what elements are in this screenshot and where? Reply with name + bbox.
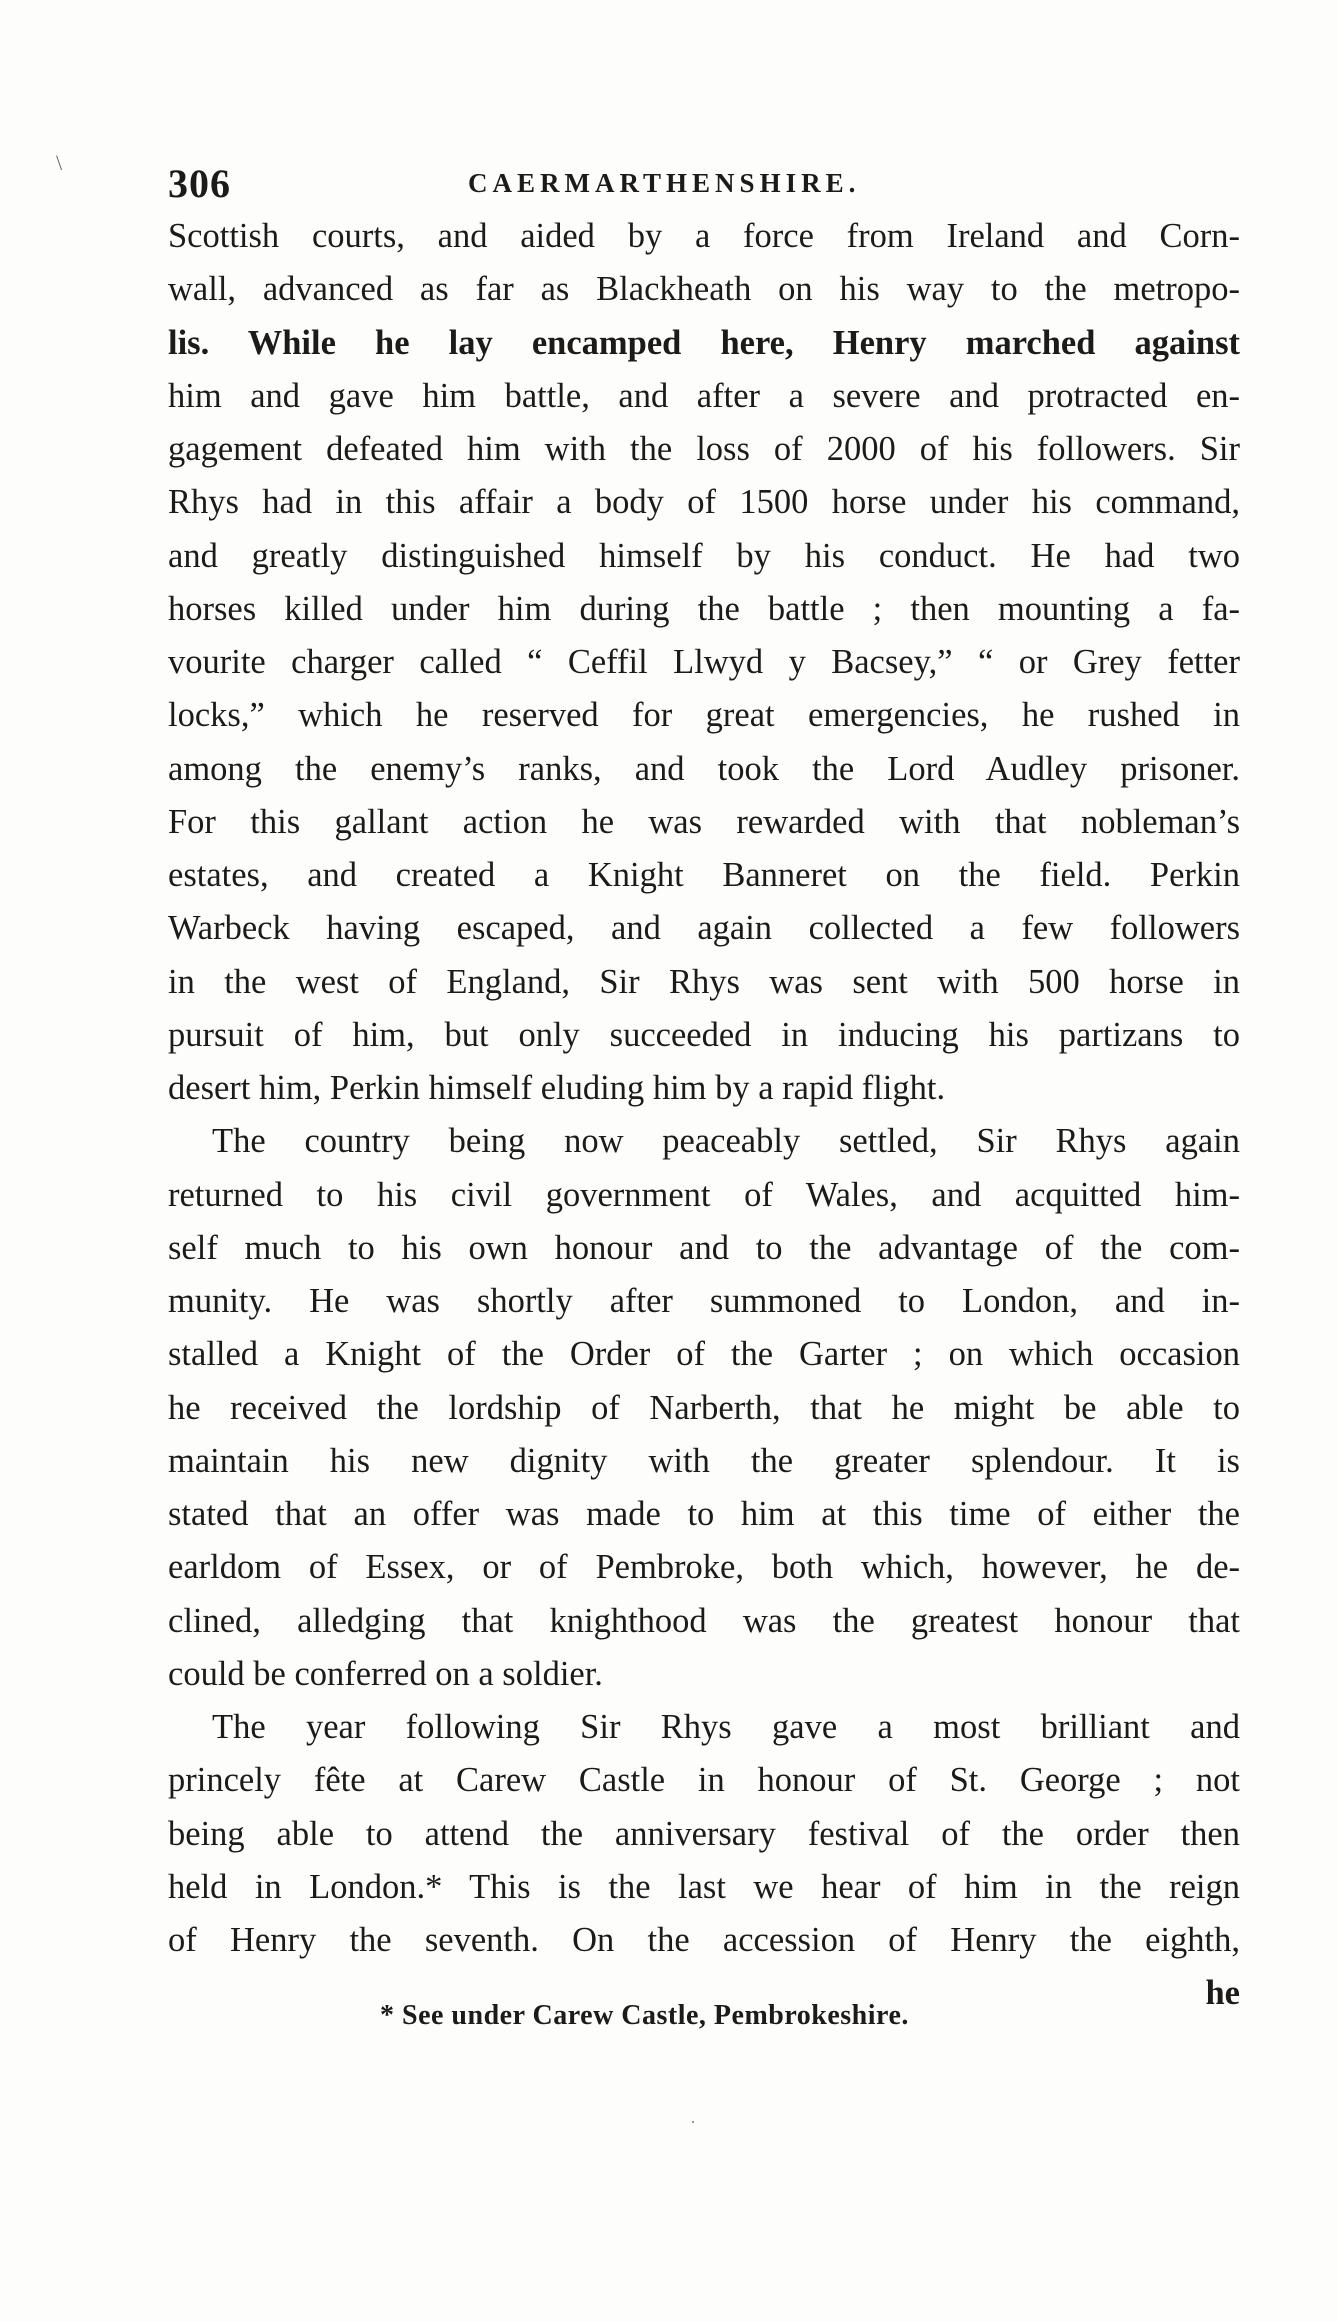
text-line: desert him, Perkin himself eluding him by a rapid flight.	[168, 1069, 946, 1107]
text-line: being able to attend the anniversary festival of the order then	[168, 1814, 1240, 1853]
text-line: in the west of England, Sir Rhys was sent with 500 horse in	[168, 962, 1240, 1001]
text-line: held in London.* This is the last we hear of him in the reign	[168, 1867, 1240, 1906]
text-line: The year following Sir Rhys gave a most brilliant and	[212, 1708, 1240, 1746]
text-line: maintain his new dignity with the greater splendour. It is	[168, 1441, 1240, 1480]
text-line: Scottish courts, and aided by a force from Ireland and Corn-	[168, 217, 1240, 255]
text-line: stated that an offer was made to him at this time of either the	[168, 1495, 1240, 1533]
text-line: Rhys had in this affair a body of 1500 horse under his command,	[168, 483, 1240, 522]
page-number: 306	[168, 161, 231, 206]
text-line: estates, and created a Knight Banneret on the field. Perkin	[168, 856, 1240, 894]
text-line: could be conferred on a soldier.	[168, 1654, 603, 1693]
text-line: and greatly distinguished himself by his conduct. He had two	[168, 536, 1240, 575]
stray-mark: ·	[690, 2112, 696, 2132]
text-line: him and gave him battle, and after a severe and protracted en-	[168, 376, 1240, 415]
text-line: For this gallant action he was rewarded with that nobleman’s	[168, 802, 1240, 841]
text-line: returned to his civil government of Wales, and acquitted him-	[168, 1175, 1240, 1214]
text-line: munity. He was shortly after summoned to London, and in-	[168, 1282, 1240, 1320]
body-text	[168, 210, 1240, 2021]
text-line: gagement defeated him with the loss of 2000 of his followers. Sir	[168, 430, 1240, 468]
text-line: clined, alledging that knighthood was the greatest honour that	[168, 1601, 1240, 1640]
text-line: earldom of Essex, or of Pembroke, both which, however, he de-	[168, 1548, 1240, 1587]
text-line: among the enemy’s ranks, and took the Lord Audley prisoner.	[168, 749, 1240, 788]
text-line: pursuit of him, but only succeeded in inducing his partizans to	[168, 1015, 1240, 1054]
text-line: lis. While he lay encamped here, Henry marched against	[168, 323, 1240, 362]
text-line: vourite charger called “ Ceffil Llwyd y Bacsey,” “ or Grey fetter	[168, 643, 1240, 681]
text-line: locks,” which he reserved for great emergencies, he rushed in	[168, 696, 1240, 735]
text-line: The country being now peaceably settled, Sir Rhys again	[212, 1122, 1240, 1161]
running-head: CAERMARTHENSHIRE.	[468, 168, 861, 198]
margin-mark: \	[56, 150, 63, 175]
text-line: stalled a Knight of the Order of the Garter ; on which occasion	[168, 1335, 1240, 1374]
text-line: wall, advanced as far as Blackheath on his way to the metropo-	[168, 270, 1240, 309]
text-line: Warbeck having escaped, and again collected a few followers	[168, 909, 1240, 948]
catchword: he	[1205, 1974, 1240, 2013]
text-line: he received the lordship of Narberth, that he might be able to	[168, 1388, 1240, 1427]
page-header	[168, 160, 1248, 210]
text-line: of Henry the seventh. On the accession of Henry the eighth,	[168, 1921, 1240, 1959]
text-line: horses killed under him during the battle ; then mounting a fa-	[168, 589, 1240, 628]
text-line: self much to his own honour and to the advantage of the com-	[168, 1228, 1240, 1267]
text-line: princely fête at Carew Castle in honour of St. George ; not	[168, 1761, 1240, 1800]
footnote: * See under Carew Castle, Pembrokeshire.	[380, 2000, 909, 2031]
